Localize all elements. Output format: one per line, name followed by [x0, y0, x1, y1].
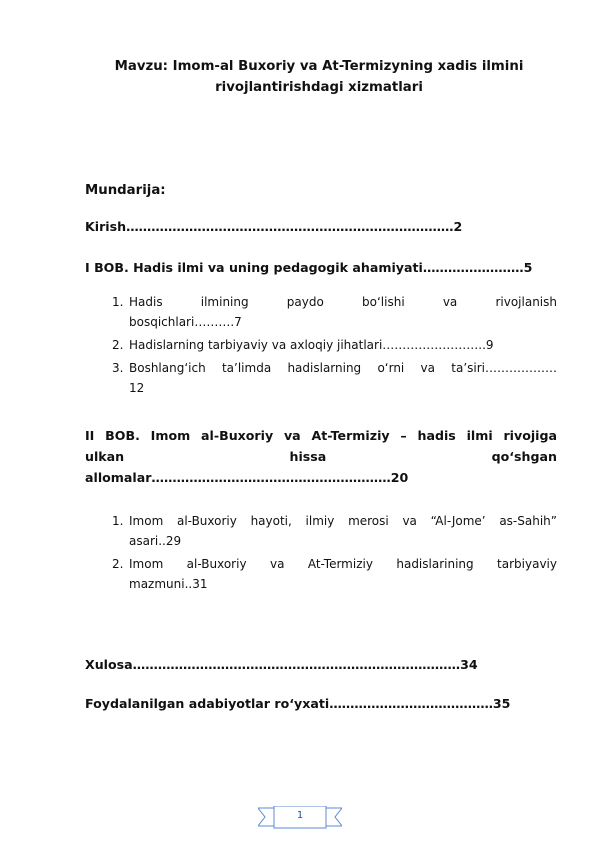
list-item-number: 3.: [112, 361, 124, 375]
list-item-text: Boshlang‘ich ta’limda hadislarning o‘rni va ta’siri………………: [129, 361, 557, 375]
list-item: [112, 292, 557, 332]
list-item-text-continued: asari..29: [129, 534, 182, 548]
list-item-text-continued: mazmuni..31: [129, 577, 208, 591]
toc-heading: Mundarija:: [85, 183, 166, 198]
list-item: [112, 335, 557, 355]
page-number-badge: [258, 806, 342, 830]
list-item-text-continued: 12: [129, 381, 145, 395]
title-line-1: Mavzu: Imom-al Buxoriy va At-Termizyning xadis ilmini: [114, 59, 524, 74]
list-item-number: 1.: [112, 514, 124, 528]
list-item-number: 2.: [112, 338, 124, 352]
list-item-text: Hadis ilmining paydo bo‘lishi va rivojlanish: [129, 295, 557, 309]
toc-entry-conclusion: Xulosa……………………………………………………………………34: [85, 657, 478, 672]
page-number: 1: [296, 810, 304, 821]
toc-entry-chapter-2: [85, 425, 557, 488]
list-item: [112, 511, 557, 551]
toc-entry-intro: Kirish……………………………………………………………………2: [85, 219, 463, 234]
list-item-number: 1.: [112, 295, 124, 309]
list-item: [112, 554, 557, 594]
chapter-2-title-line-3: allomalar…………………………………………………20: [85, 470, 409, 485]
chapter-2-title-line-1: II BOB. Imom al-Buxoriy va At-Termiziy – hadis ilmi rivojiga: [85, 428, 557, 443]
title-line-2: rivojlantirishdagi xizmatlari: [215, 80, 423, 95]
list-item: [112, 358, 557, 398]
toc-entry-chapter-1: I BOB. Hadis ilmi va uning pedagogik ahamiyati……………………5: [85, 260, 533, 275]
list-item-text: Imom al-Buxoriy hayoti, ilmiy merosi va “Al-Jome’ as-Sahih”: [129, 514, 557, 528]
chapter-2-title-line-2: ulkan hissa qo‘shgan: [85, 449, 557, 464]
toc-entry-references: Foydalanilgan adabiyotlar ro‘yxati…………………………………35: [85, 696, 511, 711]
list-item-text: Hadislarning tarbiyaviy va axloqiy jihatlari……………………..9: [129, 338, 494, 352]
chapter-1-sections: [112, 292, 557, 401]
list-item-text-continued: bosqichlari……….7: [129, 315, 242, 329]
list-item-number: 2.: [112, 557, 124, 571]
page-title: [84, 56, 554, 98]
list-item-text: Imom al-Buxoriy va At-Termiziy hadislarining tarbiyaviy: [129, 557, 557, 571]
chapter-2-sections: [112, 511, 557, 597]
